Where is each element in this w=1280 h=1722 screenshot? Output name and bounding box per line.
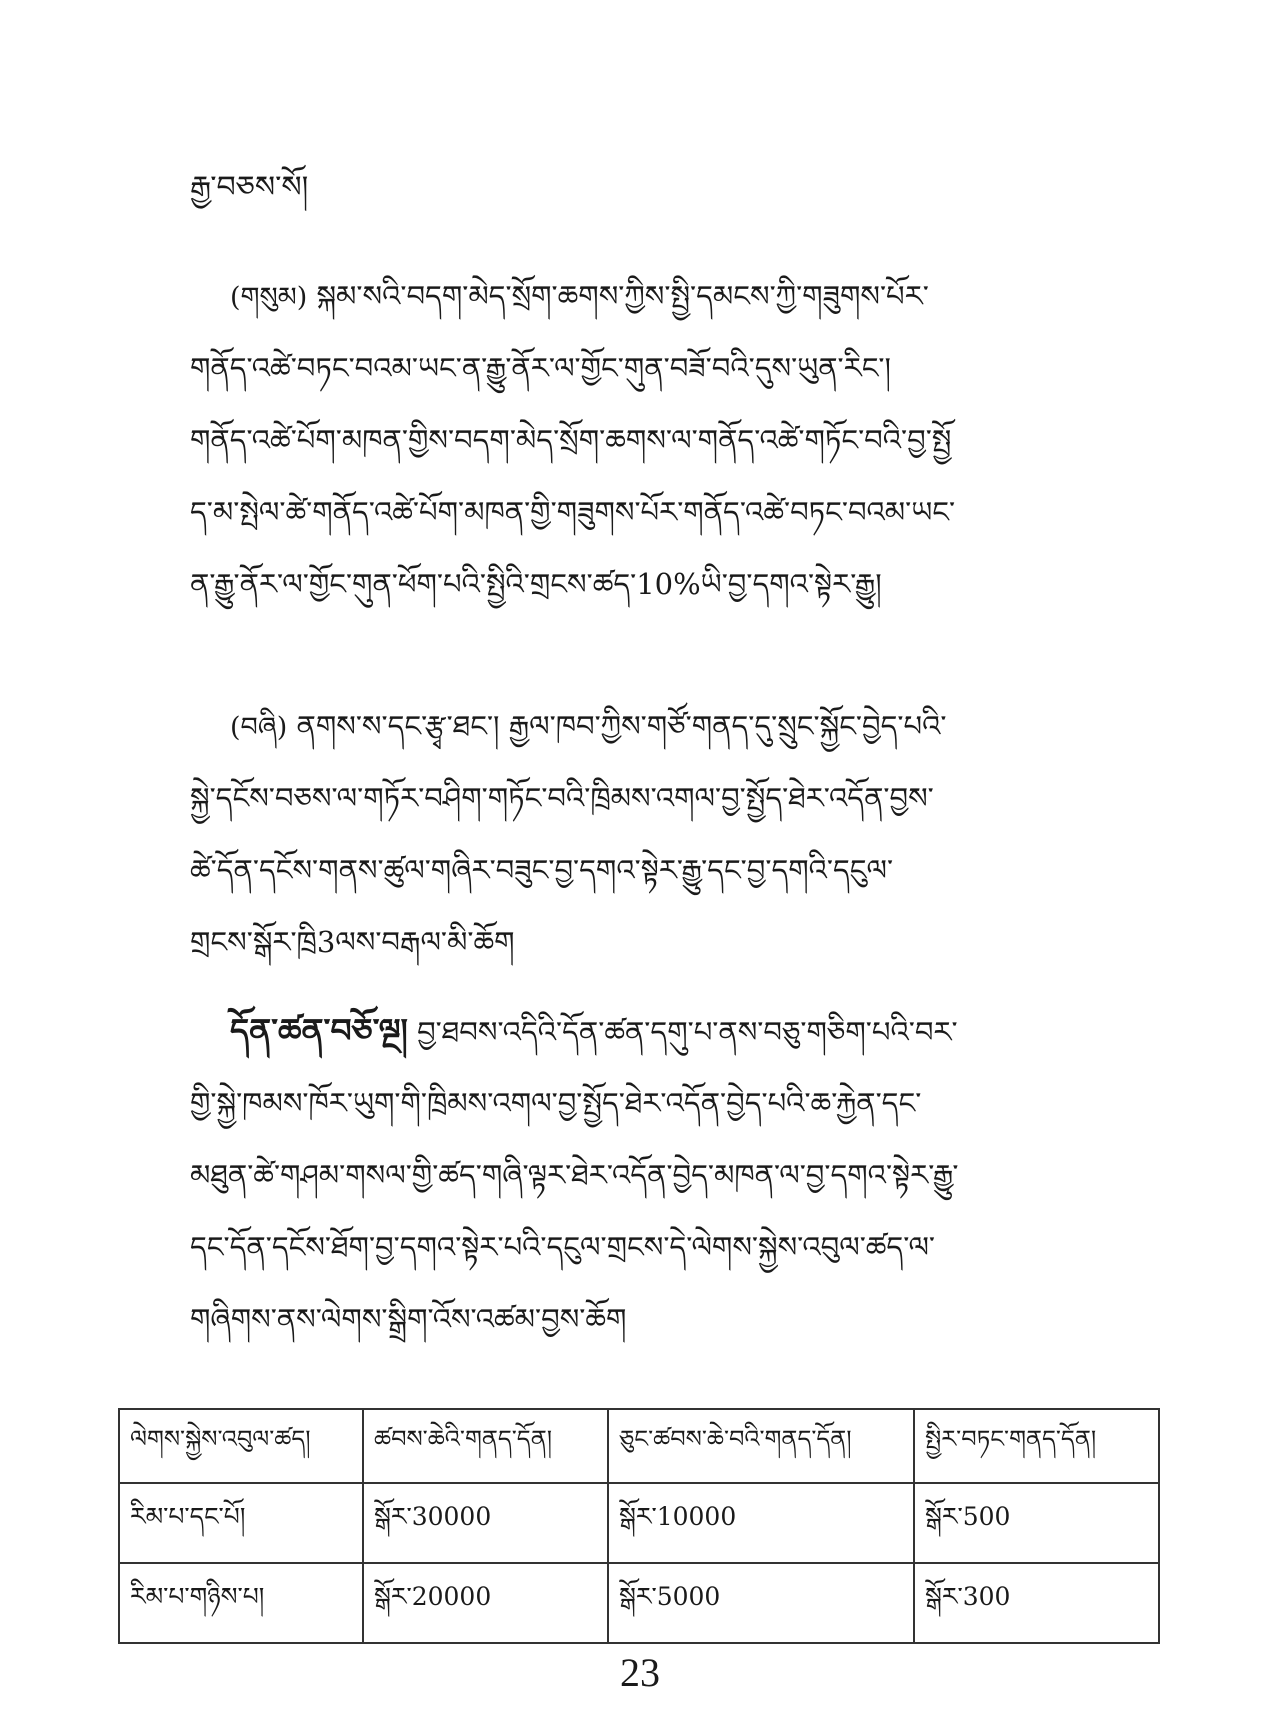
paragraph-line: (གསུམ) སྐམ་སའི་བདག་མེད་སྲོག་ཆགས་ཀྱིས་སྤྱི་དམངས་ཀྱི་གཟུགས་པོར་ (230, 279, 929, 313)
paragraph-line: ཚེ་དོན་དངོས་གནས་ཚུལ་གཞིར་བཟུང་བྱ་དགའ་སྟེར་རྒྱུ་དང་བྱ་དགའི་དངུལ་ (190, 853, 894, 887)
table-cell: སྒོར་300 (914, 1563, 1159, 1643)
paragraph-line: གནོད་འཚེ་པོག་མཁན་གྱིས་བདག་མེད་སྲོག་ཆགས་ལ་གནོད་འཚེ་གཏོང་བའི་བྱ་སྤྱོ (190, 423, 952, 457)
paragraph-line: ན་རྒྱུ་ནོར་ལ་གྱོང་གུན་ཕོག་པའི་སྤྱིའི་གྲངས་ཚད་10%ཡི་བྱ་དགའ་སྟེར་རྒྱུ། (190, 567, 882, 601)
table-row (119, 1563, 1159, 1643)
paragraph-line: གཞིགས་ནས་ལེགས་སྒྲིག་འོས་འཚམ་བྱས་ཆོག (190, 1302, 627, 1336)
table-row (119, 1483, 1159, 1563)
table-cell: རིམ་པ་དང་པོ། (119, 1483, 363, 1563)
section-heading: རྒྱ་བཅས་སོ། (190, 170, 309, 205)
paragraph-line: (བཞི) ནགས་ས་དང་རྩྭ་ཐང་། རྒྱལ་ཁབ་ཀྱིས་གཙོ་གནད་དུ་སྲུང་སྐྱོང་བྱེད་པའི་ (230, 709, 947, 743)
paragraph-line: སྐྱེ་དངོས་བཅས་ལ་གཏོར་བཤིག་གཏོང་བའི་ཁྲིམས་འགལ་བྱ་སྤྱོད་ཐེར་འདོན་བྱས་ (190, 781, 934, 815)
table-cell: སྒོར་500 (914, 1483, 1159, 1563)
table-header-cell: སྤྱིར་བཏང་གནད་དོན། (914, 1409, 1159, 1483)
table-header-cell: ཚབས་ཆེའི་གནད་དོན། (363, 1409, 608, 1483)
table-header-cell: ལེགས་སྐྱེས་འབུལ་ཚད། (119, 1409, 363, 1483)
paragraph-line: གནོད་འཚེ་བཏང་བའམ་ཡང་ན་རྒྱུ་ནོར་ལ་གྱོང་གུན་བཟོ་བའི་དུས་ཡུན་རིང་། (190, 351, 891, 385)
table-cell: སྒོར་30000 (363, 1483, 608, 1563)
page-number: 23 (620, 1650, 660, 1695)
paragraph-line: མཐུན་ཚེ་གཤམ་གསལ་གྱི་ཚད་གཞི་ལྟར་ཐེར་འདོན་བྱེད་མཁན་ལ་བྱ་དགའ་སྟེར་རྒྱུ་ (190, 1158, 959, 1192)
paragraph-line: གྱི་སྐྱེ་ཁམས་ཁོར་ཡུག་གི་ཁྲིམས་འགལ་བྱ་སྤྱོད་ཐེར་འདོན་བྱེད་པའི་ཆ་རྐྱེན་དང་ (190, 1086, 922, 1120)
article-15 (190, 995, 1100, 1355)
table-cell: རིམ་པ་གཉིས་པ། (119, 1563, 363, 1643)
table-header-row (119, 1409, 1159, 1483)
reward-table (118, 1408, 1160, 1644)
paragraph-3 (190, 260, 1100, 620)
table-cell: སྒོར་5000 (608, 1563, 914, 1643)
paragraph-line: གྲངས་སྒོར་ཁྲི3ལས་བརྒལ་མི་ཆོག (190, 925, 515, 959)
table-cell: སྒོར་10000 (608, 1483, 914, 1563)
paragraph-line: དོན་ཚན་བཅོ་ལྔ། བྱ་ཐབས་འདིའི་དོན་ཚན་དགུ་པ་ནས་བཅུ་གཅིག་པའི་བར་ (230, 1011, 958, 1050)
article-title: དོན་ཚན་བཅོ་ལྔ། (230, 1011, 408, 1050)
paragraph-4 (190, 690, 1100, 978)
table-header-cell: ཅུང་ཚབས་ཆེ་བའི་གནད་དོན། (608, 1409, 914, 1483)
paragraph-line: ད་མ་སྤེལ་ཚེ་གནོད་འཚེ་པོག་མཁན་གྱི་གཟུགས་པོར་གནོད་འཚེ་བཏང་བའམ་ཡང་ (190, 495, 956, 529)
table-cell: སྒོར་20000 (363, 1563, 608, 1643)
item-marker: (བཞི) (230, 712, 288, 743)
item-marker: (གསུམ) (230, 282, 308, 313)
paragraph-line: དང་དོན་དངོས་ཐོག་བྱ་དགའ་སྟེར་པའི་དངུལ་གྲངས་དེ་ལེགས་སྐྱེས་འབུལ་ཚད་ལ་ (190, 1230, 936, 1264)
